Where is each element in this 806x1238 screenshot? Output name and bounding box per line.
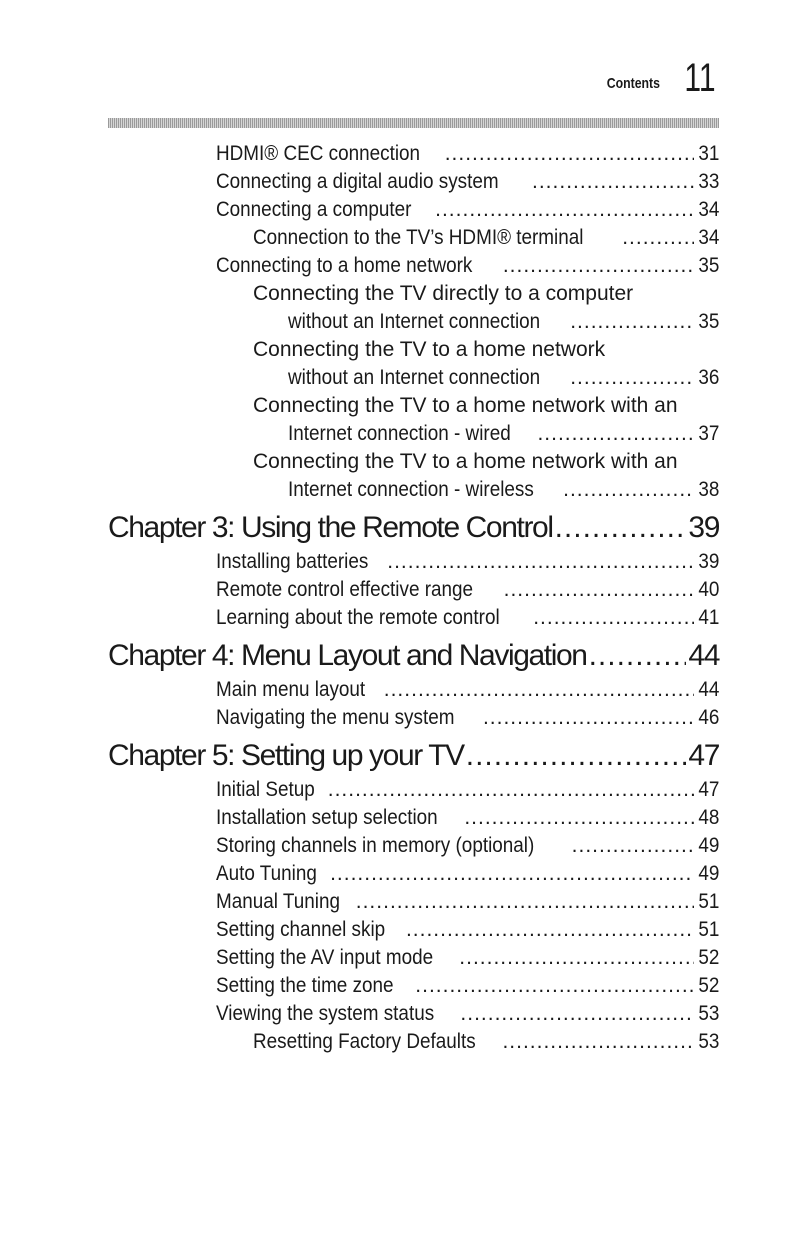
dot-leader xyxy=(532,168,694,196)
toc-entry[interactable] xyxy=(108,860,719,888)
toc-entry[interactable] xyxy=(108,676,719,704)
toc-entry-page: 38 xyxy=(697,478,719,501)
dot-leader xyxy=(466,736,687,776)
dot-leader xyxy=(387,548,693,576)
dot-leader xyxy=(460,1000,693,1028)
toc-entry[interactable] xyxy=(108,972,719,1000)
table-of-contents xyxy=(108,140,719,1056)
toc-entry[interactable] xyxy=(108,916,719,944)
toc-chapter-entry[interactable] xyxy=(108,636,719,676)
page-header xyxy=(595,58,716,98)
dot-leader xyxy=(504,576,694,604)
dot-leader xyxy=(415,972,693,1000)
toc-entry-title: Installation setup selection xyxy=(216,806,438,829)
toc-entry-continued: Connecting the TV to a home network with an xyxy=(253,394,678,417)
dot-leader xyxy=(537,420,693,448)
dot-leader xyxy=(406,916,694,944)
toc-entry[interactable] xyxy=(108,308,719,336)
toc-entry-page: 51 xyxy=(697,918,719,941)
toc-entry-continued: Connecting the TV to a home network with an xyxy=(253,450,678,473)
toc-entry-page: 44 xyxy=(697,678,719,701)
toc-entry-title: Chapter 3: Using the Remote Control xyxy=(108,511,553,544)
toc-entry-page: 47 xyxy=(688,739,719,772)
dot-leader xyxy=(589,636,687,676)
toc-entry-title: Internet connection - wired xyxy=(288,422,511,445)
toc-entry-page: 37 xyxy=(697,422,719,445)
toc-entry[interactable] xyxy=(108,224,719,252)
dot-leader xyxy=(384,676,694,704)
toc-entry[interactable] xyxy=(108,944,719,972)
toc-entry-page: 34 xyxy=(697,226,719,249)
dot-leader xyxy=(356,888,694,916)
dot-leader xyxy=(570,364,693,392)
toc-entry[interactable] xyxy=(108,1000,719,1028)
toc-entry-page: 49 xyxy=(697,862,719,885)
toc-entry-title: Viewing the system status xyxy=(216,1002,435,1025)
toc-entry-title: Manual Tuning xyxy=(216,890,340,913)
toc-entry-page: 39 xyxy=(688,511,719,544)
toc-entry[interactable] xyxy=(108,420,719,448)
toc-entry-title: Learning about the remote control xyxy=(216,606,500,629)
toc-entry[interactable] xyxy=(108,476,719,504)
toc-entry-title: Setting the AV input mode xyxy=(216,946,434,969)
toc-entry-page: 34 xyxy=(697,198,719,221)
toc-entry-page: 36 xyxy=(697,366,719,389)
toc-entry-title: Initial Setup xyxy=(216,778,315,801)
toc-entry-page: 52 xyxy=(697,974,719,997)
toc-entry-continued: Connecting the TV directly to a computer xyxy=(253,282,634,305)
toc-entry-title: Chapter 4: Menu Layout and Navigation xyxy=(108,639,587,672)
toc-entry-title: Storing channels in memory (optional) xyxy=(216,834,535,857)
toc-entry-page: 41 xyxy=(697,606,719,629)
toc-entry-title: Auto Tuning xyxy=(216,862,317,885)
toc-entry[interactable] xyxy=(108,832,719,860)
dot-leader xyxy=(328,776,694,804)
dot-leader xyxy=(563,476,694,504)
toc-entry[interactable] xyxy=(108,888,719,916)
toc-entry[interactable] xyxy=(108,548,719,576)
toc-entry-page: 35 xyxy=(697,254,719,277)
toc-entry-page: 47 xyxy=(697,778,719,801)
toc-entry-page: 52 xyxy=(697,946,719,969)
toc-entry-title: Remote control effective range xyxy=(216,578,474,601)
toc-entry[interactable] xyxy=(108,168,719,196)
toc-entry[interactable] xyxy=(108,252,719,280)
toc-entry-page: 39 xyxy=(697,550,719,573)
toc-entry-title: Connecting to a home network xyxy=(216,254,473,277)
toc-entry-page: 40 xyxy=(697,578,719,601)
toc-entry[interactable] xyxy=(108,604,719,632)
section-title: Contents xyxy=(607,75,661,92)
toc-entry-page: 53 xyxy=(697,1002,719,1025)
dot-leader xyxy=(570,308,693,336)
toc-entry-continued: Connecting the TV to a home network xyxy=(253,338,606,361)
toc-entry-page: 35 xyxy=(697,310,719,333)
toc-entry-title: Chapter 5: Setting up your TV xyxy=(108,739,464,772)
dot-leader xyxy=(572,832,694,860)
toc-entry-title: Setting the time zone xyxy=(216,974,394,997)
toc-entry[interactable] xyxy=(108,364,719,392)
header-rule xyxy=(108,118,719,128)
dot-leader xyxy=(533,604,693,632)
toc-entry-title: Main menu layout xyxy=(216,678,366,701)
toc-entry-title: Resetting Factory Defaults xyxy=(253,1030,476,1053)
toc-entry[interactable] xyxy=(108,704,719,732)
dot-leader xyxy=(459,944,693,972)
toc-entry-page: 53 xyxy=(697,1030,719,1053)
toc-entry-title: Connecting a computer xyxy=(216,198,412,221)
toc-entry[interactable] xyxy=(108,776,719,804)
dot-leader xyxy=(330,860,694,888)
dot-leader xyxy=(555,508,687,548)
dot-leader xyxy=(483,704,694,732)
toc-entry-title: without an Internet connection xyxy=(288,310,541,333)
dot-leader xyxy=(503,252,694,280)
toc-entry-title: HDMI® CEC connection xyxy=(216,142,421,165)
toc-entry-page: 31 xyxy=(697,142,719,165)
dot-leader xyxy=(622,224,693,252)
toc-entry[interactable] xyxy=(108,576,719,604)
toc-entry[interactable] xyxy=(108,804,719,832)
dot-leader xyxy=(435,196,694,224)
toc-entry-title: Internet connection - wireless xyxy=(288,478,534,501)
toc-entry-page: 49 xyxy=(697,834,719,857)
toc-entry-page: 51 xyxy=(697,890,719,913)
dot-leader xyxy=(502,1028,693,1056)
toc-entry[interactable] xyxy=(108,196,719,224)
toc-entry-title: Navigating the menu system xyxy=(216,706,455,729)
toc-entry-title: Connecting a digital audio system xyxy=(216,170,499,193)
dot-leader xyxy=(464,804,693,832)
page-number: 11 xyxy=(684,56,716,100)
toc-entry-page: 48 xyxy=(697,806,719,829)
toc-entry-title: Setting channel skip xyxy=(216,918,386,941)
toc-entry-title: without an Internet connection xyxy=(288,366,541,389)
toc-entry-title: Installing batteries xyxy=(216,550,369,573)
toc-entry-page: 44 xyxy=(688,639,719,672)
toc-entry-page: 46 xyxy=(697,706,719,729)
toc-entry[interactable] xyxy=(108,1028,719,1056)
toc-chapter-entry[interactable] xyxy=(108,508,719,548)
toc-entry-title: Connection to the TV’s HDMI® terminal xyxy=(253,226,584,249)
toc-chapter-entry[interactable] xyxy=(108,736,719,776)
toc-entry[interactable] xyxy=(108,140,719,168)
dot-leader xyxy=(445,140,694,168)
toc-entry-page: 33 xyxy=(697,170,719,193)
